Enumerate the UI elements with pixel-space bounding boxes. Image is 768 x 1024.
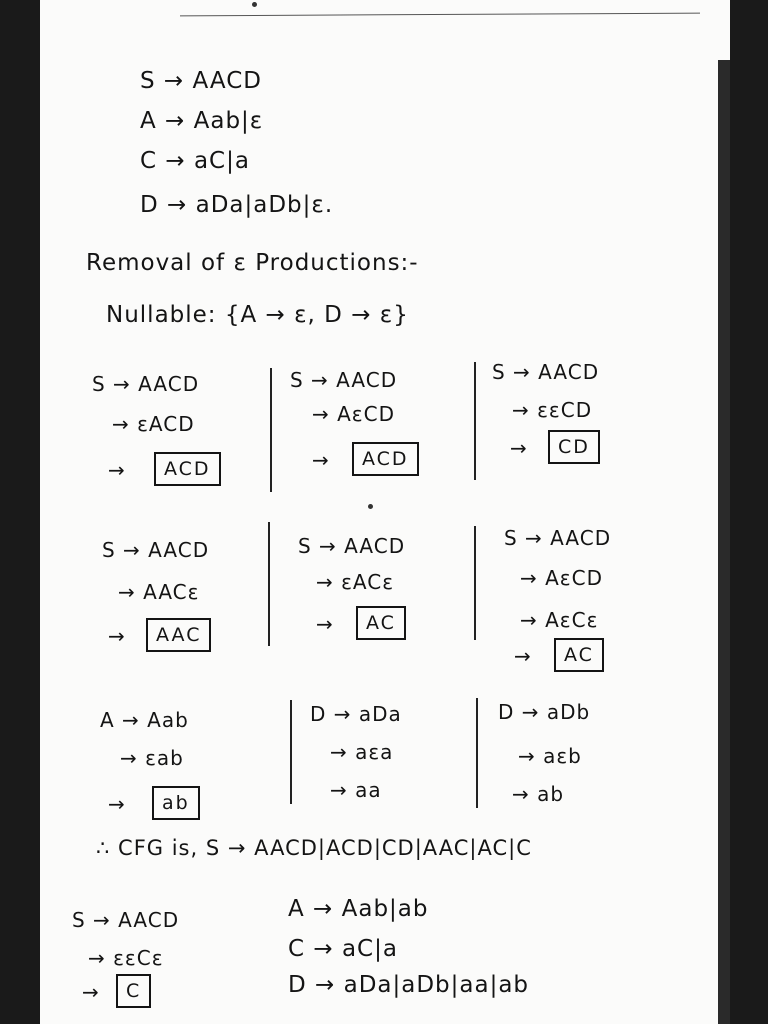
derivation-line: A → Aab xyxy=(100,708,189,732)
derivation-arrow: → xyxy=(82,980,100,1004)
final-rule-a: A → Aab|ab xyxy=(288,896,429,922)
derivation-line: → ab xyxy=(512,782,565,806)
derivation-arrow: → xyxy=(108,624,126,648)
derivation-line: S → AACD xyxy=(290,368,398,392)
boxed-result: AC xyxy=(554,638,604,672)
ink-dot xyxy=(368,504,373,509)
grammar-rule-c: C → aC|a xyxy=(140,148,250,174)
grammar-rule-a: A → Aab|ε xyxy=(140,108,264,134)
grammar-rule-d: D → aDa|aDb|ε. xyxy=(140,192,334,218)
derivation-arrow: → xyxy=(510,436,528,460)
ink-dot xyxy=(252,2,257,7)
final-rule-c: C → aC|a xyxy=(288,936,398,962)
derivation-arrow: → xyxy=(108,792,126,816)
derivation-line: → aεa xyxy=(330,740,394,764)
column-divider xyxy=(268,522,270,646)
derivation-line: → AεCD xyxy=(520,566,603,590)
nullable-set: Nullable: {A → ε, D → ε} xyxy=(106,302,409,328)
boxed-result: ab xyxy=(152,786,200,820)
boxed-result: AC xyxy=(356,606,406,640)
derivation-line: S → AACD xyxy=(298,534,406,558)
final-cfg-line: ∴ CFG is, S → AACD|ACD|CD|AAC|AC|C xyxy=(96,836,532,860)
derivation-arrow: → xyxy=(312,448,330,472)
derivation-line: → aεb xyxy=(518,744,582,768)
derivation-line: → εab xyxy=(120,746,184,770)
derivation-line: → εACε xyxy=(316,570,395,594)
boxed-result: ACD xyxy=(154,452,221,486)
derivation-line: S → AACD xyxy=(72,908,180,932)
derivation-line: D → aDb xyxy=(498,700,591,724)
grammar-rule-s: S → AACD xyxy=(140,68,262,94)
derivation-line: → AεCD xyxy=(312,402,395,426)
derivation-line: → εACD xyxy=(112,412,195,436)
derivation-line: D → aDa xyxy=(310,702,402,726)
boxed-result: AAC xyxy=(146,618,211,652)
derivation-line: S → AACD xyxy=(504,526,612,550)
derivation-line: S → AACD xyxy=(102,538,210,562)
derivation-line: S → AACD xyxy=(92,372,200,396)
derivation-line: → εεCε xyxy=(88,946,164,970)
final-rule-d: D → aDa|aDb|aa|ab xyxy=(288,972,530,998)
boxed-result: ACD xyxy=(352,442,419,476)
column-divider xyxy=(290,700,292,804)
derivation-line: S → AACD xyxy=(492,360,600,384)
derivation-line: → aa xyxy=(330,778,382,802)
boxed-result: CD xyxy=(548,430,600,464)
derivation-line: → AACε xyxy=(118,580,200,604)
derivation-arrow: → xyxy=(316,612,334,636)
column-divider xyxy=(476,698,478,808)
page-edge xyxy=(718,60,730,1024)
column-divider xyxy=(474,362,476,480)
derivation-arrow: → xyxy=(514,644,532,668)
section-title: Removal of ε Productions:- xyxy=(86,250,419,276)
derivation-line: → εεCD xyxy=(512,398,593,422)
column-divider xyxy=(474,526,476,640)
column-divider xyxy=(270,368,272,492)
derivation-line: → AεCε xyxy=(520,608,599,632)
derivation-arrow: → xyxy=(108,458,126,482)
boxed-result: C xyxy=(116,974,151,1008)
